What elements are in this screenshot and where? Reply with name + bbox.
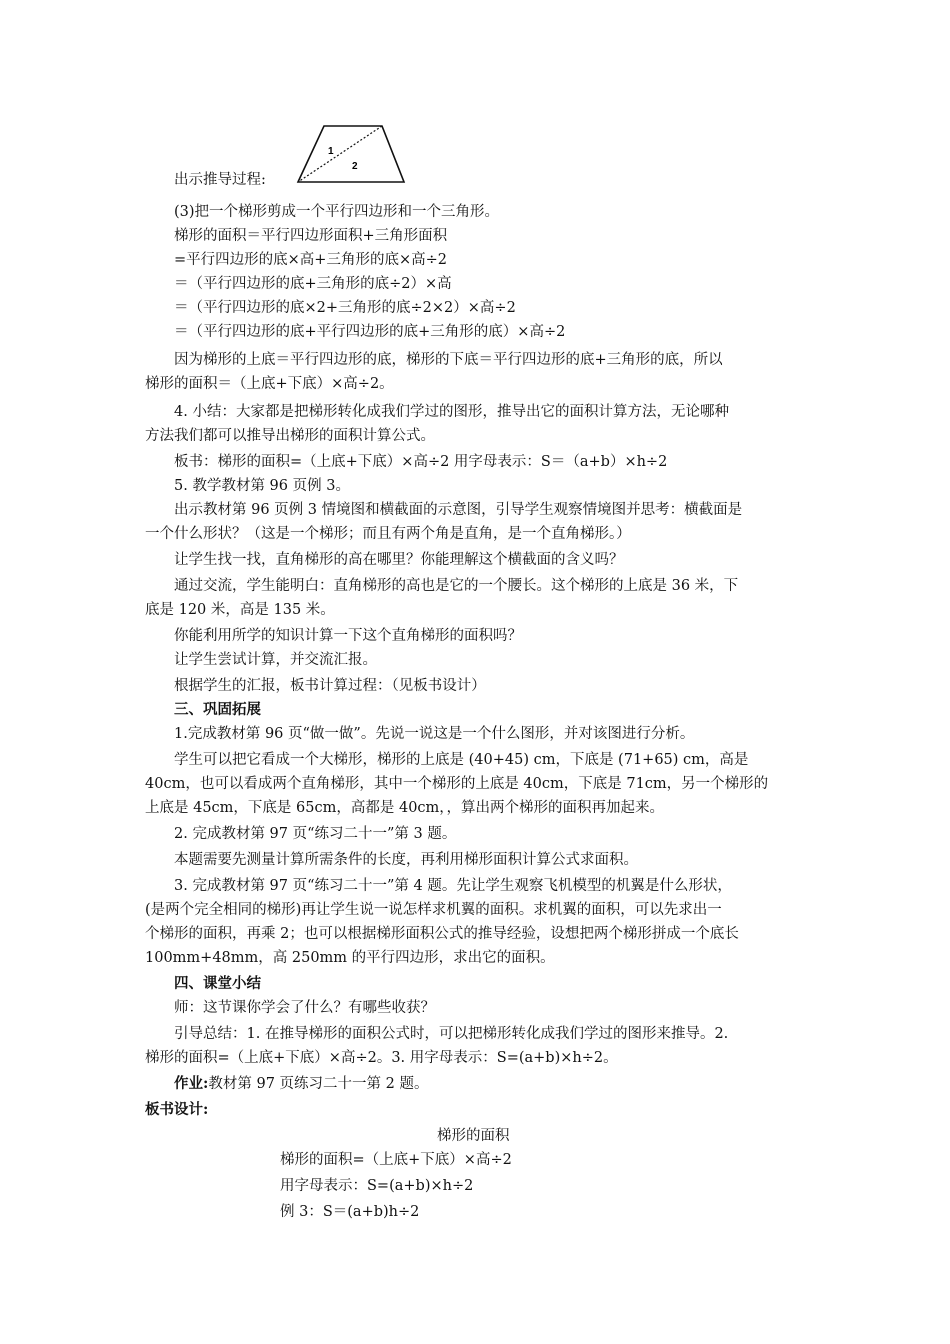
text-line: 通过交流，学生能明白：直角梯形的高也是它的一个腰长。这个梯形的上底是 36 米，下	[174, 578, 739, 594]
figure-part-2: 2	[352, 161, 358, 172]
text-line: ＝（平行四边形的底+三角形的底÷2）×高	[174, 276, 452, 292]
text-line: 板书：梯形的面积=（上底+下底）×高÷2 用字母表示：S＝（a+b）×h÷2	[174, 454, 668, 470]
figure-label: 出示推导过程:	[174, 172, 266, 188]
board-formula: 梯形的面积=（上底+下底）×高÷2	[280, 1152, 512, 1168]
section-heading: 三、巩固拓展	[174, 701, 261, 718]
text-line: 方法我们都可以推导出梯形的面积计算公式。	[145, 428, 435, 444]
text-line: 4. 小结：大家都是把梯形转化成我们学过的图形，推导出它的面积计算方法，无论哪种	[174, 404, 729, 420]
text-line: 40cm，也可以看成两个直角梯形，其中一个梯形的上底是 40cm，下底是 71cm，另一个梯形的	[145, 776, 769, 792]
text-line: 3. 完成教材第 97 页“练习二十一”第 4 题。先让学生观察飞机模型的机翼是什么形状，	[174, 878, 732, 894]
text-line: 梯形的面积＝平行四边形面积+三角形面积	[174, 228, 448, 244]
text-line: 一个什么形状？（这是一个梯形；而且有两个角是直角，是一个直角梯形。）	[145, 526, 631, 542]
section-heading: 四、课堂小结	[174, 975, 261, 992]
text-line: 师：这节课你学会了什么？有哪些收获？	[174, 1000, 435, 1016]
text-line: 2. 完成教材第 97 页“练习二十一”第 3 题。	[174, 826, 457, 842]
homework-text: 教材第 97 页练习二十一第 2 题。	[208, 1076, 429, 1092]
text-line: 让学生尝试计算，并交流汇报。	[174, 652, 377, 668]
board-example: 例 3：S＝(a+b)h÷2	[280, 1204, 420, 1220]
trapezoid-figure	[296, 124, 406, 186]
text-line: 因为梯形的上底＝平行四边形的底，梯形的下底＝平行四边形的底+三角形的底，所以	[174, 352, 723, 368]
text-line: 5. 教学教材第 96 页例 3。	[174, 478, 350, 494]
text-line: 上底是 45cm，下底是 65cm，高都是 40cm，，算出两个梯形的面积再加起来。	[145, 800, 665, 816]
board-letters: 用字母表示：S=(a+b)×h÷2	[280, 1178, 474, 1194]
text-line: 让学生找一找，直角梯形的高在哪里？你能理解这个横截面的含义吗？	[174, 552, 624, 568]
board-title: 梯形的面积	[437, 1128, 510, 1144]
text-line: 本题需要先测量计算所需条件的长度，再利用梯形面积计算公式求面积。	[174, 852, 638, 868]
text-line: 1.完成教材第 96 页“做一做”。先说一说这是一个什么图形，并对该图进行分析。	[174, 726, 695, 742]
text-line: ＝（平行四边形的底×2+三角形的底÷2×2）×高÷2	[174, 300, 516, 316]
text-line: =平行四边形的底×高+三角形的底×高÷2	[174, 252, 447, 268]
text-line: (是两个完全相同的梯形)再让学生说一说怎样求机翼的面积。求机翼的面积，可以先求出一	[145, 902, 722, 918]
text-line: 学生可以把它看成一个大梯形，梯形的上底是 (40+45) cm，下底是 (71+65) cm，高是	[174, 752, 749, 768]
text-line: 你能利用所学的知识计算一下这个直角梯形的面积吗？	[174, 628, 522, 644]
text-line: 梯形的面积=（上底+下底）×高÷2。3. 用字母表示：S=(a+b)×h÷2。	[145, 1050, 618, 1066]
text-line: 个梯形的面积，再乘 2；也可以根据梯形面积公式的推导经验，设想把两个梯形拼成一个底长	[145, 926, 739, 942]
text-line: 根据学生的汇报，板书计算过程：（见板书设计）	[174, 678, 486, 694]
text-line: 梯形的面积＝（上底+下底）×高÷2。	[145, 376, 394, 392]
text-line: ＝（平行四边形的底+平行四边形的底+三角形的底）×高÷2	[174, 324, 566, 340]
text-line: 引导总结：1. 在推导梯形的面积公式时，可以把梯形转化成我们学过的图形来推导。2.	[174, 1026, 729, 1042]
figure-part-1: 1	[328, 146, 334, 157]
text-line: 出示教材第 96 页例 3 情境图和横截面的示意图，引导学生观察情境图并思考：横截面是	[174, 502, 743, 518]
homework-line	[174, 1072, 826, 1096]
board-design-heading: 板书设计:	[145, 1101, 209, 1118]
trapezoid-outline	[298, 126, 404, 182]
text-line: 100mm+48mm，高 250mm 的平行四边形，求出它的面积。	[145, 950, 555, 966]
text-line: (3)把一个梯形剪成一个平行四边形和一个三角形。	[174, 204, 500, 220]
text-line: 底是 120 米，高是 135 米。	[145, 602, 335, 618]
homework-label: 作业:	[174, 1075, 209, 1092]
